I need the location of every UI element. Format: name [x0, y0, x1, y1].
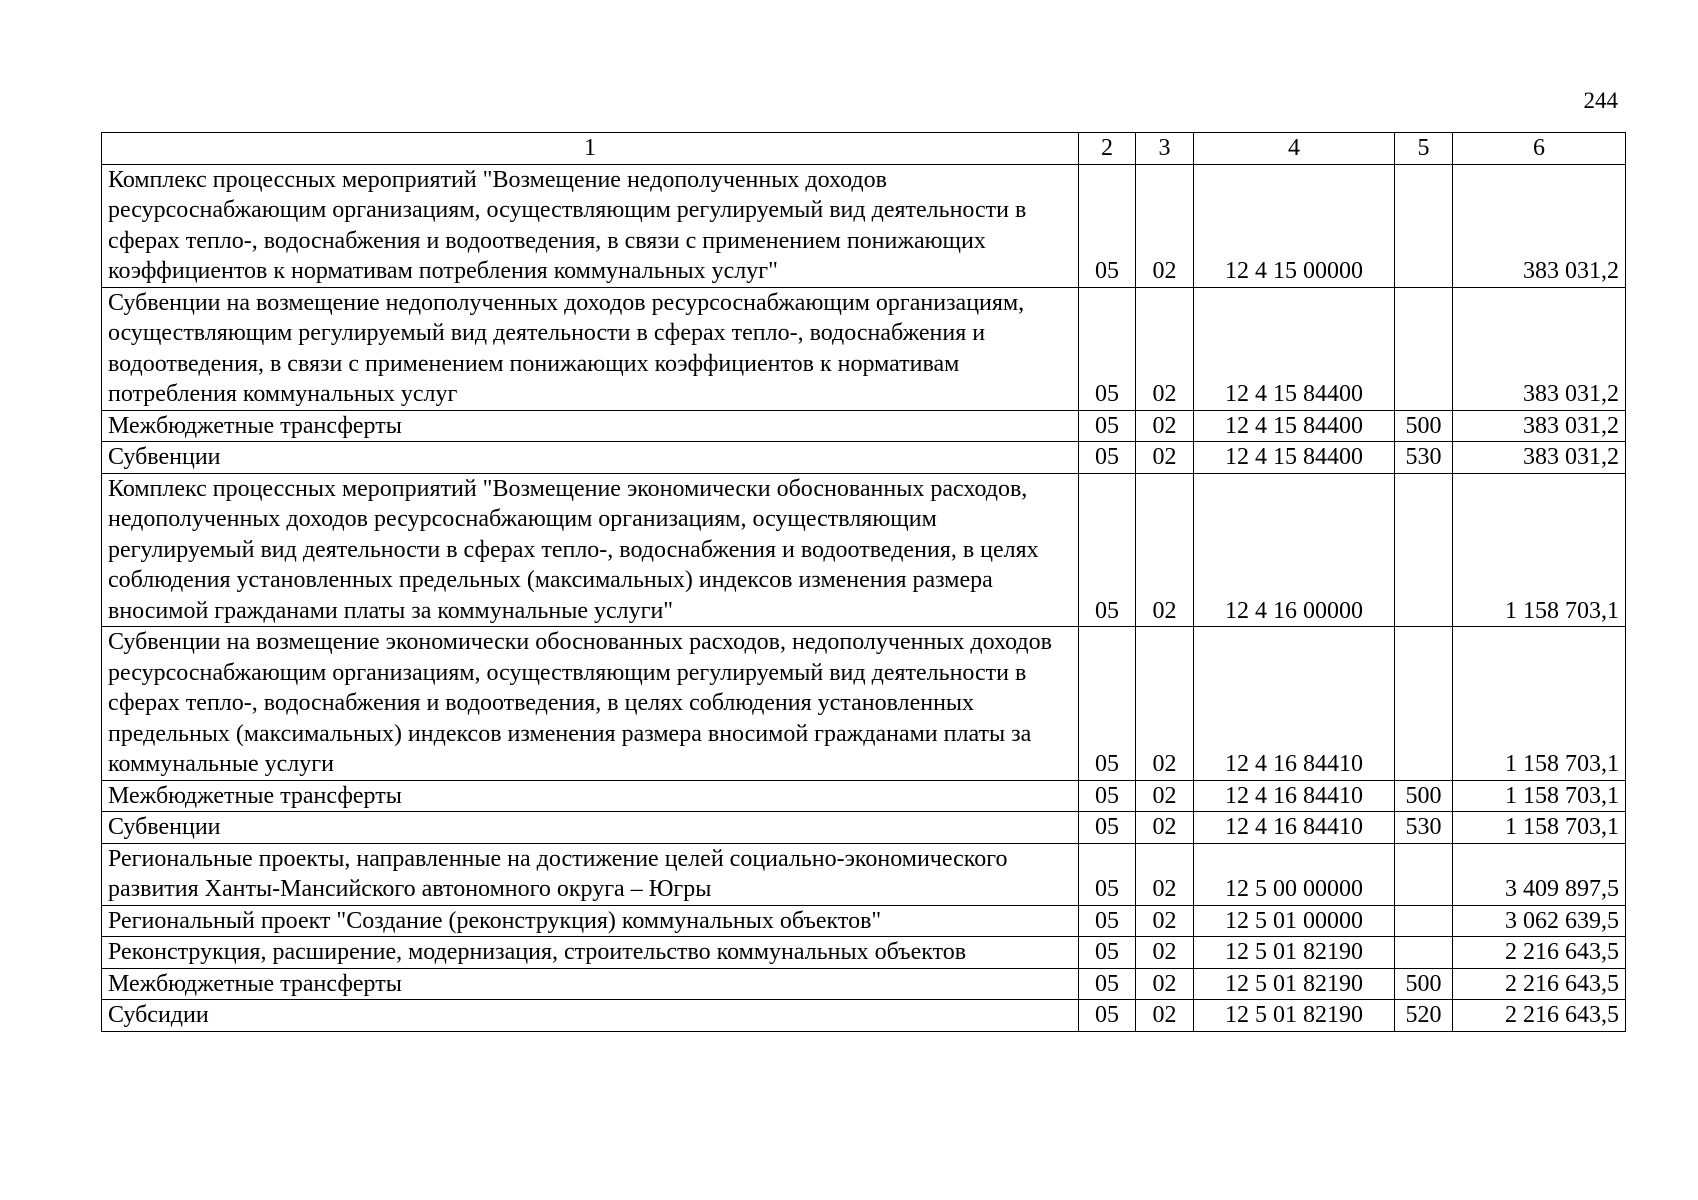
subsection-code: 02 [1136, 780, 1194, 812]
section-code: 05 [1079, 410, 1136, 442]
expense-type-code: 520 [1395, 1000, 1453, 1032]
amount-value: 383 031,2 [1453, 287, 1626, 410]
table-row [102, 410, 1626, 442]
row-description: Субсидии [102, 1000, 1079, 1032]
target-article-code: 12 5 01 82190 [1194, 937, 1395, 969]
subsection-code: 02 [1136, 1000, 1194, 1032]
subsection-code: 02 [1136, 812, 1194, 844]
amount-value: 3 409 897,5 [1453, 843, 1626, 905]
table-row [102, 627, 1626, 781]
table-row [102, 843, 1626, 905]
budget-table [101, 132, 1626, 1032]
table-row [102, 937, 1626, 969]
table-row [102, 287, 1626, 410]
row-description: Региональные проекты, направленные на достижение целей социально-экономического развития Ханты-Мансийского автономного округа – Югры [102, 843, 1079, 905]
subsection-code: 02 [1136, 627, 1194, 781]
section-code: 05 [1079, 937, 1136, 969]
target-article-code: 12 4 15 84400 [1194, 410, 1395, 442]
amount-value: 1 158 703,1 [1453, 627, 1626, 781]
amount-value: 2 216 643,5 [1453, 968, 1626, 1000]
subsection-code: 02 [1136, 473, 1194, 627]
target-article-code: 12 4 15 84400 [1194, 442, 1395, 474]
section-code: 05 [1079, 473, 1136, 627]
row-description: Межбюджетные трансферты [102, 410, 1079, 442]
target-article-code: 12 5 01 82190 [1194, 968, 1395, 1000]
section-code: 05 [1079, 843, 1136, 905]
section-code: 05 [1079, 968, 1136, 1000]
header-row [102, 133, 1626, 165]
subsection-code: 02 [1136, 164, 1194, 287]
row-description: Комплекс процессных мероприятий "Возмещение недополученных доходов ресурсоснабжающим организациям, осуществляющим регулируемый вид деятельности в сферах тепло-, водоснабжения и водоотведения, в связи с применением понижающих коэффициентов к нормативам потребления коммунальных услуг" [102, 164, 1079, 287]
expense-type-code [1395, 473, 1453, 627]
subsection-code: 02 [1136, 442, 1194, 474]
section-code: 05 [1079, 287, 1136, 410]
section-code: 05 [1079, 627, 1136, 781]
expense-type-code [1395, 843, 1453, 905]
subsection-code: 02 [1136, 968, 1194, 1000]
row-description: Межбюджетные трансферты [102, 780, 1079, 812]
target-article-code: 12 4 16 84410 [1194, 627, 1395, 781]
row-description: Субвенции на возмещение недополученных доходов ресурсоснабжающим организациям, осуществляющим регулируемый вид деятельности в сферах тепло-, водоснабжения и водоотведения, в связи с применением понижающих коэффициентов к нормативам потребления коммунальных услуг [102, 287, 1079, 410]
expense-type-code [1395, 287, 1453, 410]
table-row [102, 164, 1626, 287]
expense-type-code: 500 [1395, 780, 1453, 812]
amount-value: 383 031,2 [1453, 164, 1626, 287]
amount-value: 1 158 703,1 [1453, 473, 1626, 627]
expense-type-code [1395, 164, 1453, 287]
target-article-code: 12 4 15 84400 [1194, 287, 1395, 410]
amount-value: 383 031,2 [1453, 410, 1626, 442]
column-header: 6 [1453, 133, 1626, 165]
column-header: 3 [1136, 133, 1194, 165]
amount-value: 1 158 703,1 [1453, 780, 1626, 812]
section-code: 05 [1079, 442, 1136, 474]
table-header [102, 133, 1626, 165]
row-description: Субвенции [102, 812, 1079, 844]
table-row [102, 905, 1626, 937]
table-row [102, 968, 1626, 1000]
table-body [102, 164, 1626, 1031]
subsection-code: 02 [1136, 937, 1194, 969]
page-number: 244 [1583, 88, 1618, 113]
target-article-code: 12 5 01 00000 [1194, 905, 1395, 937]
column-header: 4 [1194, 133, 1395, 165]
section-code: 05 [1079, 812, 1136, 844]
expense-type-code: 500 [1395, 968, 1453, 1000]
expense-type-code: 530 [1395, 812, 1453, 844]
target-article-code: 12 4 16 84410 [1194, 812, 1395, 844]
expense-type-code [1395, 937, 1453, 969]
column-header: 5 [1395, 133, 1453, 165]
row-description: Реконструкция, расширение, модернизация, строительство коммунальных объектов [102, 937, 1079, 969]
target-article-code: 12 4 15 00000 [1194, 164, 1395, 287]
table-row [102, 1000, 1626, 1032]
row-description: Субвенции на возмещение экономически обоснованных расходов, недополученных доходов ресурсоснабжающим организациям, осуществляющим регулируемый вид деятельности в сферах тепло-, водоснабжения и водоотведения, в целях соблюдения установленных предельных (максимальных) индексов изменения размера вносимой гражданами платы за коммунальные услуги [102, 627, 1079, 781]
expense-type-code: 500 [1395, 410, 1453, 442]
amount-value: 3 062 639,5 [1453, 905, 1626, 937]
column-header: 1 [102, 133, 1079, 165]
row-description: Межбюджетные трансферты [102, 968, 1079, 1000]
section-code: 05 [1079, 164, 1136, 287]
section-code: 05 [1079, 905, 1136, 937]
amount-value: 2 216 643,5 [1453, 1000, 1626, 1032]
subsection-code: 02 [1136, 410, 1194, 442]
expense-type-code [1395, 627, 1453, 781]
subsection-code: 02 [1136, 843, 1194, 905]
subsection-code: 02 [1136, 287, 1194, 410]
row-description: Региональный проект "Создание (реконструкция) коммунальных объектов" [102, 905, 1079, 937]
section-code: 05 [1079, 1000, 1136, 1032]
target-article-code: 12 5 01 82190 [1194, 1000, 1395, 1032]
amount-value: 2 216 643,5 [1453, 937, 1626, 969]
table-row [102, 812, 1626, 844]
expense-type-code [1395, 905, 1453, 937]
subsection-code: 02 [1136, 905, 1194, 937]
expense-type-code: 530 [1395, 442, 1453, 474]
target-article-code: 12 5 00 00000 [1194, 843, 1395, 905]
table-row [102, 473, 1626, 627]
section-code: 05 [1079, 780, 1136, 812]
column-header: 2 [1079, 133, 1136, 165]
row-description: Комплекс процессных мероприятий "Возмещение экономически обоснованных расходов, недополученных доходов ресурсоснабжающим организациям, осуществляющим регулируемый вид деятельности в сферах тепло-, водоснабжения и водоотведения, в целях соблюдения установленных предельных (максимальных) индексов изменения размера вносимой гражданами платы за коммунальные услуги" [102, 473, 1079, 627]
table-row [102, 442, 1626, 474]
amount-value: 383 031,2 [1453, 442, 1626, 474]
row-description: Субвенции [102, 442, 1079, 474]
amount-value: 1 158 703,1 [1453, 812, 1626, 844]
target-article-code: 12 4 16 84410 [1194, 780, 1395, 812]
target-article-code: 12 4 16 00000 [1194, 473, 1395, 627]
table-row [102, 780, 1626, 812]
